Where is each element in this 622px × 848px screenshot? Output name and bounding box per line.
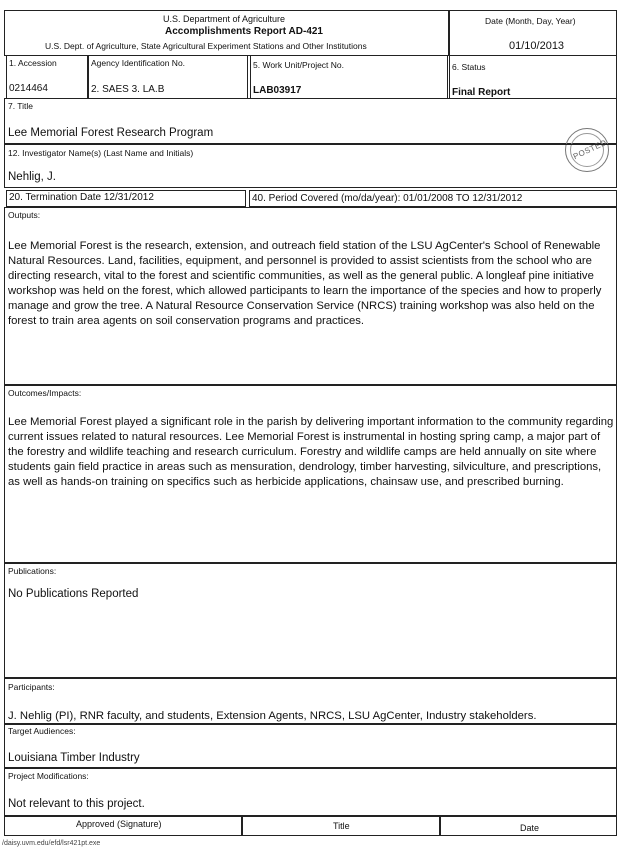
audiences-label: Target Audiences: [8,726,76,736]
outcomes-label: Outcomes/Impacts: [8,388,82,398]
publications-text: No Publications Reported [8,588,139,600]
agency-value: 2. SAES 3. LA.B [91,84,165,95]
report-subtitle: U.S. Dept. of Agriculture, State Agricultural Experiment Stations and Other Institutions [45,41,367,51]
publications-label: Publications: [8,566,57,576]
footer-date-label: Date [520,823,540,833]
title-label: 7. Title [8,101,34,111]
modifications-text: Not relevant to this project. [8,798,145,810]
audiences-text: Louisiana Timber Industry [8,752,140,764]
title-value: Lee Memorial Forest Research Program [8,127,214,139]
date-value: 01/10/2013 [509,40,565,52]
workunit-value: LAB03917 [253,85,302,96]
publications-box [4,563,617,678]
department-name: U.S. Department of Agriculture [163,14,286,24]
status-label: 6. Status [452,62,486,72]
report-title: Accomplishments Report AD-421 [165,26,323,37]
participants-text: J. Nehlig (PI), RNR faculty, and students, Extension Agents, NRCS, LSU AgCenter, Industry stakeholders. [8,710,537,722]
modifications-label: Project Modifications: [8,771,89,781]
outputs-text: Lee Memorial Forest is the research, extension, and outreach field station of the LSU AgCenter's School of Renewable Natural Resources. Land, facilities, equipment, and personnel is provided to assist scientists from the school who are directing research, vital to the forest and scientific communities, as well as the general public. A longleaf pine initiative workshop was held on the forest, which allowed participants to learn the importance of the species and how to properly manage and grow the tree. A Natural Resource Conservation Service (NRCS) training workshop was also held on the forest to train area agents on soil conservation programs and practices. [8,240,602,327]
outcomes-text: Lee Memorial Forest played a significant role in the parish by delivering important information to the community regarding current issues related to natural resources. Lee Memorial Forest is instrumental in hosting spring camp, a major part of the forestry and wildlife teaching and research curriculum. Forestry and wildlife camps are held annually on site where students gain field practice in areas such as mensuration, dendrology, timber harvesting, silviculture, and prescriptions, as well as hands-on training on specifics such as herbicide applications, chainsaw use, and prescribed burning. [8,416,614,488]
outputs-label: Outputs: [8,210,41,220]
status-value: Final Report [452,87,511,98]
posted-stamp-text: POSTED [571,137,609,162]
period-covered: 40. Period Covered (mo/da/year): 01/01/2008 TO 12/31/2012 [252,193,523,204]
approved-label: Approved (Signature) [76,819,162,829]
workunit-label: 5. Work Unit/Project No. [253,60,345,70]
investigator-value: Nehlig, J. [8,171,56,183]
accession-label: 1. Accession [9,58,57,68]
agency-label: Agency Identification No. [91,58,186,68]
investigator-label: 12. Investigator Name(s) (Last Name and Initials) [8,148,194,158]
participants-label: Participants: [8,682,55,692]
bottom-url: /daisy.uvm.edu/efd/lsr421pt.exe [2,840,101,847]
accession-value: 0214464 [9,83,48,94]
date-label: Date (Month, Day, Year) [485,16,576,26]
termination-date: 20. Termination Date 12/31/2012 [9,192,154,203]
footer-title-label: Title [333,821,350,831]
